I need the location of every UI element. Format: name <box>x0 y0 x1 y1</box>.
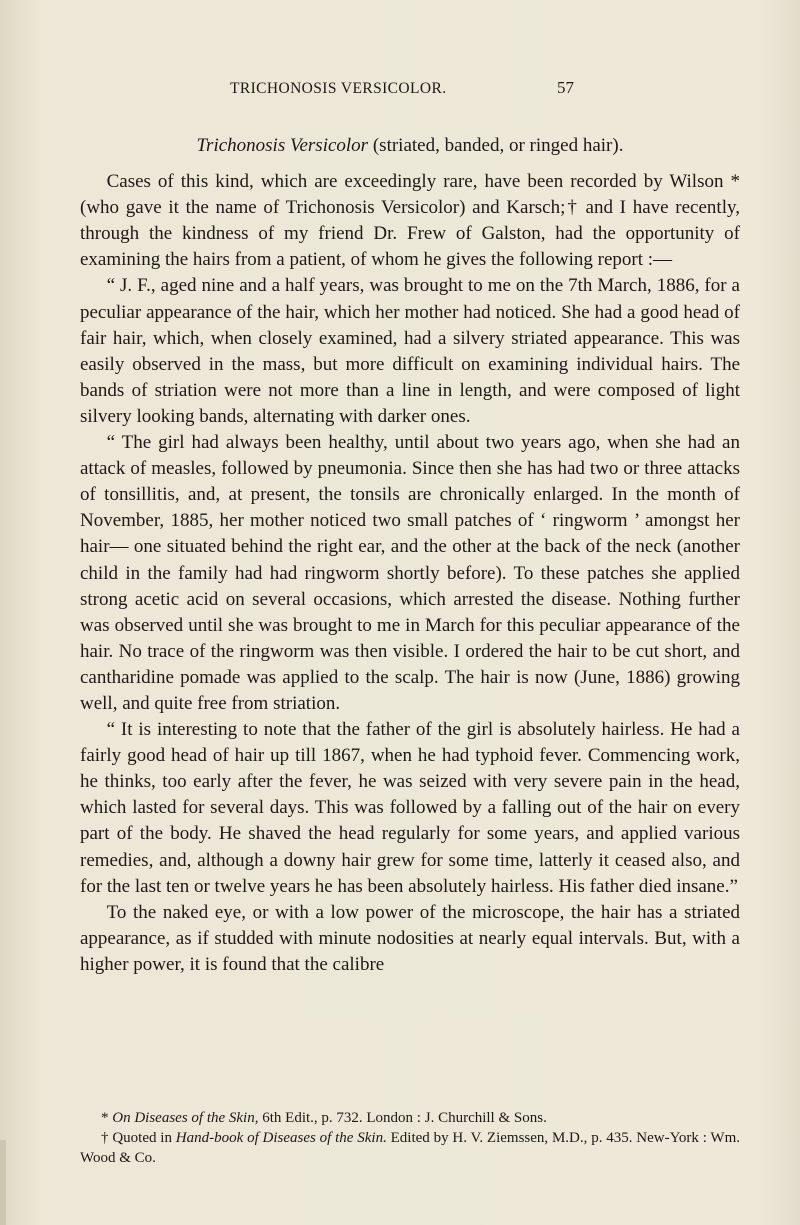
footnote-2 <box>80 1128 740 1168</box>
page-number: 57 <box>557 78 574 97</box>
paragraph-report-father: “ It is interesting to note that the father of the girl is absolutely hairless. He had a fairly good head of hair up till 1867, when he had typhoid fever. Commencing work, he thinks, too early after the fever, he was seized with very severe pain in the head, which lasted for several days. This was followed by a falling out of the hair on every part of the body. He shaved the head regularly for some years, and applied various remedies, and, although a downy hair grew for some time, latterly it ceased also, and for the last ten or twelve years he has been absolutely hairless. His father died insane.” <box>80 719 740 897</box>
section-heading <box>80 133 740 159</box>
paragraph-intro: Cases of this kind, which are exceedingly rare, have been recorded by Wilson * (who gave it the name of Trichonosis Versicolor) and Karsch;† and I have recently, through the kindness of my friend Dr. Frew of Galston, had the opportunity of examining the hairs from a patient, of whom he gives the following report :— <box>80 171 740 271</box>
paragraph-report-history: “ The girl had always been healthy, until about two years ago, when she had an attack of measles, followed by pneumonia. Since then she has had two or three attacks of tonsillitis, and, at present, the tonsils are chronically enlarged. In the month of November, 1885, her mother noticed two small patches of ‘ ringworm ’ amongst her hair— one situated behind the right ear, and the other at the back of the neck (another child in the family had had ringworm shortly before). To these patches she applied strong acetic acid on several occasions, which arrested the disease. Nothing further was observed until she was brought to me in March for this peculiar appearance of the hair. No trace of the ringworm was then visible. I ordered the hair to be cut short, and cantharidine pomade was applied to the scalp. The hair is now (June, 1886) growing well, and quite free from striation. <box>80 432 740 714</box>
footnote-2-marker: † Quoted in <box>101 1130 176 1146</box>
footnote-1 <box>80 1108 740 1128</box>
footnote-1-title: On Diseases of the Skin, <box>112 1110 259 1126</box>
running-head <box>0 80 800 104</box>
running-title: TRICHONOSIS VERSICOLOR. <box>230 80 447 97</box>
section-heading-rest: (striated, banded, or ringed hair). <box>368 135 624 156</box>
footnotes <box>80 1107 740 1168</box>
footnote-1-marker: * <box>101 1110 113 1126</box>
section-heading-italic: Trichonosis Versicolor <box>196 135 369 156</box>
footnote-2-text: Edited by H. V. Ziemssen, M.D., p. 435. New-York : Wm. Wood & Co. <box>80 1130 741 1166</box>
body-text <box>80 133 740 978</box>
footnote-2-title: Hand-book of Diseases of the Skin. <box>175 1130 387 1146</box>
paragraph-microscope: To the naked eye, or with a low power of the microscope, the hair has a striated appearance, as if studded with minute nodosities at nearly equal intervals. But, with a higher power, it is found that the calibre <box>80 901 740 975</box>
page-edge-shadow <box>0 1140 6 1225</box>
footnote-1-text: 6th Edit., p. 732. London : J. Churchill & Sons. <box>258 1110 547 1126</box>
paragraph-report-case: “ J. F., aged nine and a half years, was brought to me on the 7th March, 1886, for a peculiar appearance of the hair, which her mother had noticed. She had a good head of fair hair, which, when closely examined, had a silvery striated appearance. This was easily observed in the mass, but more difficult on examining individual hairs. The bands of striation were not more than a line in length, and were composed of light silvery looking bands, alternating with darker ones. <box>80 275 740 427</box>
